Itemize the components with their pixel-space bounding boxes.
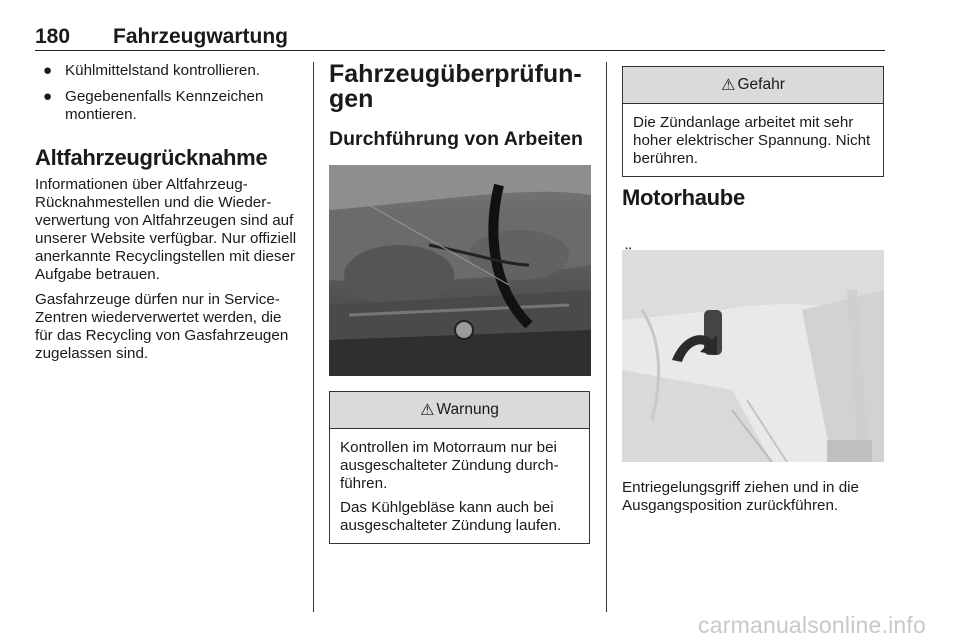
list-item: ● Kühlmittelstand kontrollieren. [43,62,261,79]
subsection-heading: Durchführung von Arbeiten [329,128,583,150]
warning-title: Warnung [436,401,499,418]
watermark: carmanualsonline.info [698,612,926,638]
section-heading: Fahrzeugüberprüfun- gen [329,60,582,113]
paragraph: Informationen über Altfahrzeug-Rücknahmestellen und die Wieder-verwertung von Altfahrzeugen sind auf unserer Website verfügbar. Nur offiziell anerkannte Recyclingstellen mit dieser Aufgabe betrauen. [35,176,297,283]
bullet-icon: ● [43,62,53,79]
danger-header [623,67,883,104]
hood-release-image [622,250,884,462]
danger-text: Die Zündanlage arbeitet mit sehr hoher elektrischer Spannung. Nicht berühren. [633,114,871,167]
section-heading: Altfahrzeugrücknahme [35,145,268,170]
engine-compartment-image [329,165,591,376]
list-item: ● Gegebenenfalls Kennzeichen montieren. [43,88,264,123]
column-divider [606,62,607,612]
column-left [35,62,300,363]
page-number: 180 [35,25,71,48]
warning-triangle-icon: ⚠ [721,77,736,94]
warning-header [330,392,589,429]
paragraph: Gasfahrzeuge dürfen nur in Service-Zentren wiederverwertet werden, die für das Recycling von Gasfahrzeugen zugelassen sind. [35,291,289,362]
column-middle [329,62,591,150]
danger-box [622,66,884,177]
page-header [35,22,885,51]
warning-text: Kontrollen im Motorraum nur bei ausgeschalteter Zündung durch-führen. [340,439,559,492]
warning-text: Das Kühlgebläse kann auch bei ausgeschalteter Zündung laufen. [340,499,562,534]
column-divider [313,62,314,612]
section-heading: Motorhaube [622,185,745,210]
danger-title: Gefahr [737,76,785,93]
warning-triangle-icon: ⚠ [420,402,435,419]
bullet-icon: ● [43,88,53,105]
image-caption: Entriegelungsgriff ziehen und in die Ausgangsposition zurückführen. [622,479,859,514]
page-title: Fahrzeugwartung [113,25,289,48]
warning-box [329,391,590,544]
